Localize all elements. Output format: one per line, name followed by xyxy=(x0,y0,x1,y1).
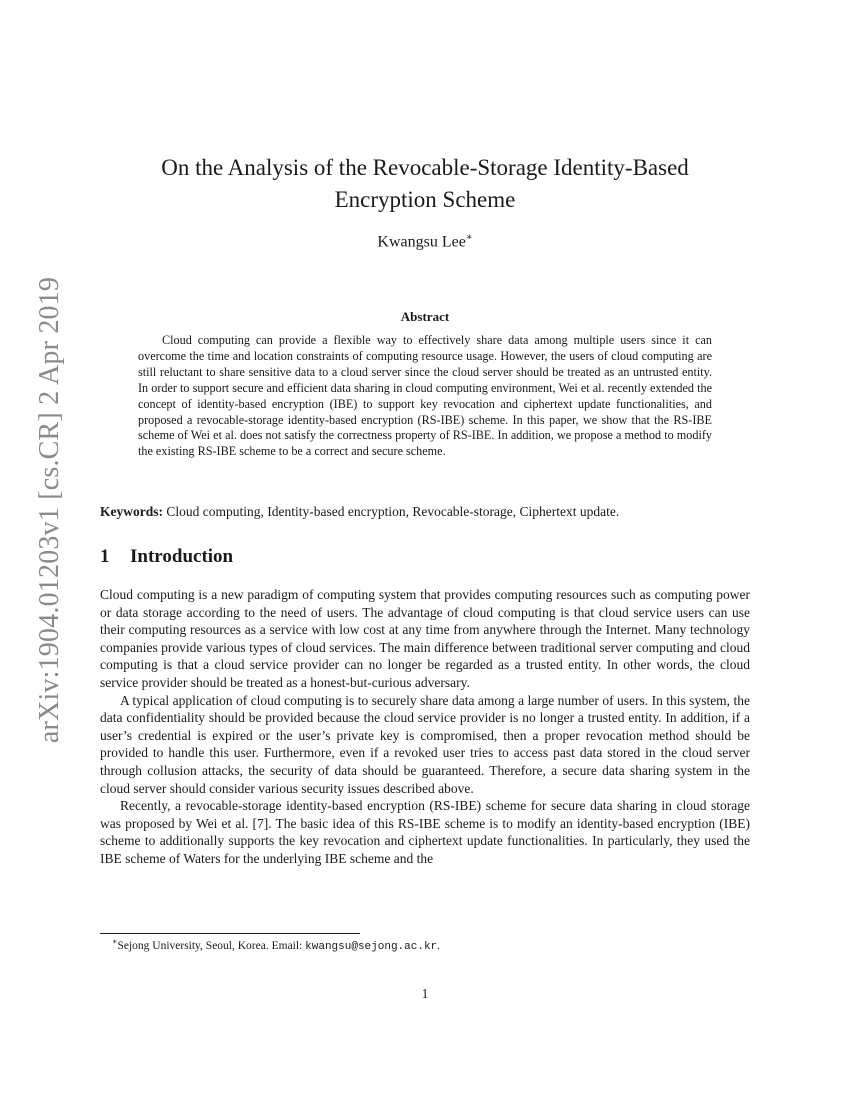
intro-paragraph: Cloud computing is a new paradigm of computing system that provides computing resources such as computing power or data storage according to the need of users. The advantage of cloud computing is that cloud service users can use their computing resources as a service with low cost at any time from anywhere through the Internet. Many technology companies provide various types of cloud services. The main difference between traditional server computing and cloud computing is that a cloud service provider can no longer be regarded as a trusted entity. In other words, the cloud service provider should be treated as a honest-but-curious adversary. xyxy=(100,587,750,690)
author-name: Kwangsu Lee xyxy=(377,233,466,251)
author-line xyxy=(100,232,750,251)
section-number: 1 xyxy=(100,546,110,567)
footnote-rule xyxy=(100,933,360,934)
keywords-text: Cloud computing, Identity-based encryption, Revocable-storage, Ciphertext update. xyxy=(166,504,620,519)
footnote-affiliation: Sejong University, Seoul, Korea. Email: xyxy=(117,939,306,952)
footnote xyxy=(112,937,440,953)
footnote-email: kwangsu@sejong.ac.kr xyxy=(305,940,438,953)
abstract-body: Cloud computing can provide a flexible way to effectively share data among multiple users since it can overcome the time and location constraints of computing resource usage. However, the users of cloud computing are still reluctant to share sensitive data to a cloud server since the cloud server should be treated as an untrusted entity. In order to support secure and efficient data sharing in cloud computing environment, Wei et al. recently extended the concept of identity-based encryption (IBE) to support key revocation and ciphertext update functionalities, and proposed a revocable-storage identity-based encryption (RS-IBE) scheme. In this paper, we show that the RS-IBE scheme of Wei et al. does not satisfy the correctness property of RS-IBE. In addition, we propose a method to modify the existing RS-IBE scheme to be a correct and secure scheme. xyxy=(138,333,712,459)
abstract-heading: Abstract xyxy=(400,309,450,324)
introduction-body xyxy=(100,586,750,868)
title-line-2: Encryption Scheme xyxy=(334,187,516,212)
intro-paragraph: A typical application of cloud computing is to securely share data among a large number of users. In this system, the data confidentiality should be provided because the cloud service provider is no longer a trusted entity. In addition, if a user’s credential is expired or the user’s private key is compromised, then a proper revocation method should be provided to handle this user. Furthermore, even if a revoked user tries to access past data stored in the cloud server through collusion attacks, the security of data should be guaranteed. Therefore, a secure data sharing system in the cloud server should consider various security issues described above. xyxy=(100,692,750,796)
paper-title xyxy=(100,152,750,216)
intro-paragraph: Recently, a revocable-storage identity-based encryption (RS-IBE) scheme for secure data sharing in cloud storage was proposed by Wei et al. [7]. The basic idea of this RS-IBE scheme is to modify an identity-based encryption (IBE) scheme to additionally supports the key revocation and ciphertext update functionalities. In particularly, they used the IBE scheme of Waters for the underlying IBE scheme and the xyxy=(100,798,750,866)
page-number: 1 xyxy=(421,986,429,1001)
keywords-line xyxy=(100,504,750,520)
section-heading-introduction xyxy=(100,546,233,568)
arxiv-identifier-stamp: arXiv:1904.01203v1 [cs.CR] 2 Apr 2019 xyxy=(34,276,65,744)
section-title: Introduction xyxy=(130,546,234,567)
footnote-period: . xyxy=(437,939,441,952)
footnote-mark: ∗ xyxy=(112,937,118,946)
author-footnote-mark: ∗ xyxy=(465,232,473,243)
title-line-1: On the Analysis of the Revocable-Storage Identity-Based xyxy=(161,155,689,180)
keywords-label: Keywords: xyxy=(100,504,163,519)
